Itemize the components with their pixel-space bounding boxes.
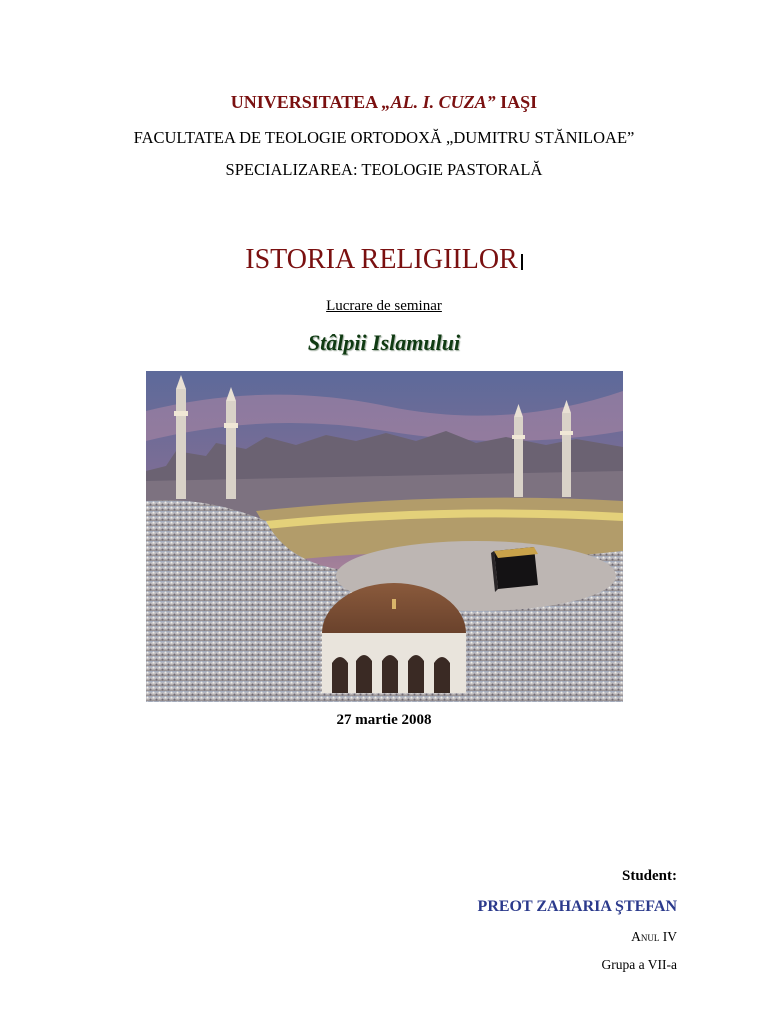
faculty-heading: FACULTATEA DE TEOLOGIE ORTODOXĂ „DUMITRU STĂNILOAE” xyxy=(133,128,635,147)
student-name: PREOT ZAHARIA ŞTEFAN xyxy=(477,898,677,915)
university-heading xyxy=(0,92,768,113)
text-cursor xyxy=(521,254,523,270)
document-title xyxy=(0,244,768,276)
student-label: Student: xyxy=(621,868,677,884)
mecca-kaaba-photo xyxy=(146,371,623,702)
document-date: 27 martie 2008 xyxy=(336,712,432,728)
specialization-heading: SPECIALIZAREA: TEOLOGIE PASTORALĂ xyxy=(225,160,543,179)
document-title-text: ISTORIA RELIGIILOR xyxy=(245,244,518,275)
university-prefix: UNIVERSITATEA xyxy=(230,92,382,112)
student-group: Grupa a VII-a xyxy=(601,957,677,972)
university-city: IAŞI xyxy=(495,92,538,112)
university-name: „AL. I. CUZA” xyxy=(381,92,496,112)
student-year: Anul IV xyxy=(631,929,677,944)
document-topic: Stâlpii Islamului xyxy=(307,330,461,355)
document-subtitle: Lucrare de seminar xyxy=(326,298,442,314)
